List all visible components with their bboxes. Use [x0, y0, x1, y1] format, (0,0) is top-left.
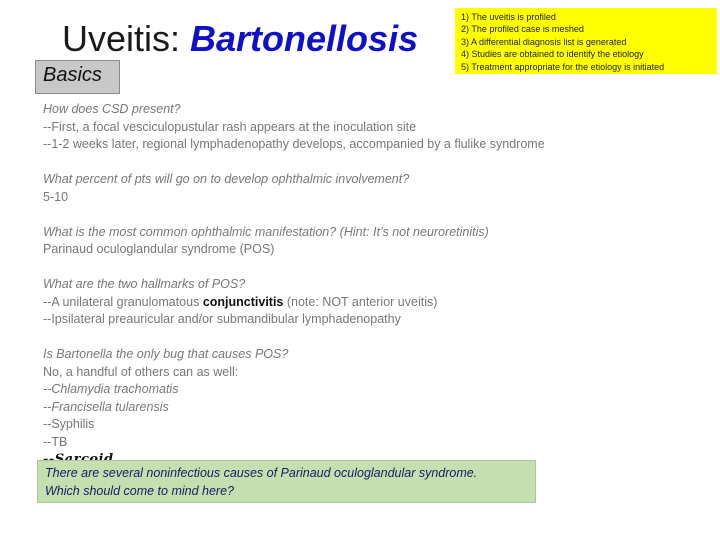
question-2: What percent of pts will go on to develop ophthalmic involvement?	[43, 172, 410, 186]
answer-3: Parinaud oculoglandular syndrome (POS)	[43, 242, 275, 256]
question-1: How does CSD present?	[43, 102, 181, 116]
process-step: 2) The profiled case is meshed	[461, 24, 584, 35]
answer-5-item: --Chlamydia trachomatis	[43, 382, 179, 396]
answer-4-bold: conjunctivitis	[202, 294, 284, 309]
callout-line-2: Which should come to mind here?	[45, 484, 234, 498]
answer-4-line-2: --Ipsilateral preauricular and/or submandibular lymphadenopathy	[43, 312, 401, 326]
callout-line-1: There are several noninfectious causes of Parinaud oculoglandular syndrome.	[45, 466, 478, 480]
process-step: 4) Studies are obtained to identify the etiology	[461, 49, 644, 60]
question-4: What are the two hallmarks of POS?	[43, 277, 246, 291]
answer-5-item: --Syphilis	[43, 417, 95, 431]
process-steps-box	[455, 8, 717, 74]
answer-5-item: --TB	[43, 434, 68, 449]
answer-5-item: --Francisella tularensis	[43, 399, 169, 414]
answer-1-line-2: --1-2 weeks later, regional lymphadenopathy develops, accompanied by a flulike syndrome	[43, 137, 545, 151]
qa-content	[43, 101, 545, 469]
title-prefix: Uveitis:	[62, 18, 191, 59]
answer-4-line-1	[43, 294, 545, 312]
process-step: 1) The uveitis is profiled	[461, 12, 556, 22]
question-5: Is Bartonella the only bug that causes POS?	[43, 347, 289, 361]
answer-2: 5-10	[43, 189, 69, 204]
process-step: 3) A differential diagnosis list is generated	[461, 36, 627, 47]
answer-4-post: (note: NOT anterior uveitis)	[283, 294, 438, 309]
answer-4-pre: --A unilateral granulomatous	[43, 294, 203, 309]
title-accent: Bartonellosis	[190, 18, 419, 59]
process-step: 5) Treatment appropriate for the etiology is initiated	[461, 61, 665, 72]
answer-1-line-1: --First, a focal vesciculopustular rash appears at the inoculation site	[43, 119, 417, 134]
question-3: What is the most common ophthalmic manifestation? (Hint: It’s not neuroretinitis)	[43, 224, 489, 239]
answer-5-intro: No, a handful of others can as well:	[43, 364, 239, 379]
callout-box	[37, 460, 536, 503]
slide-title	[62, 18, 418, 60]
basics-label: Basics	[35, 60, 120, 94]
